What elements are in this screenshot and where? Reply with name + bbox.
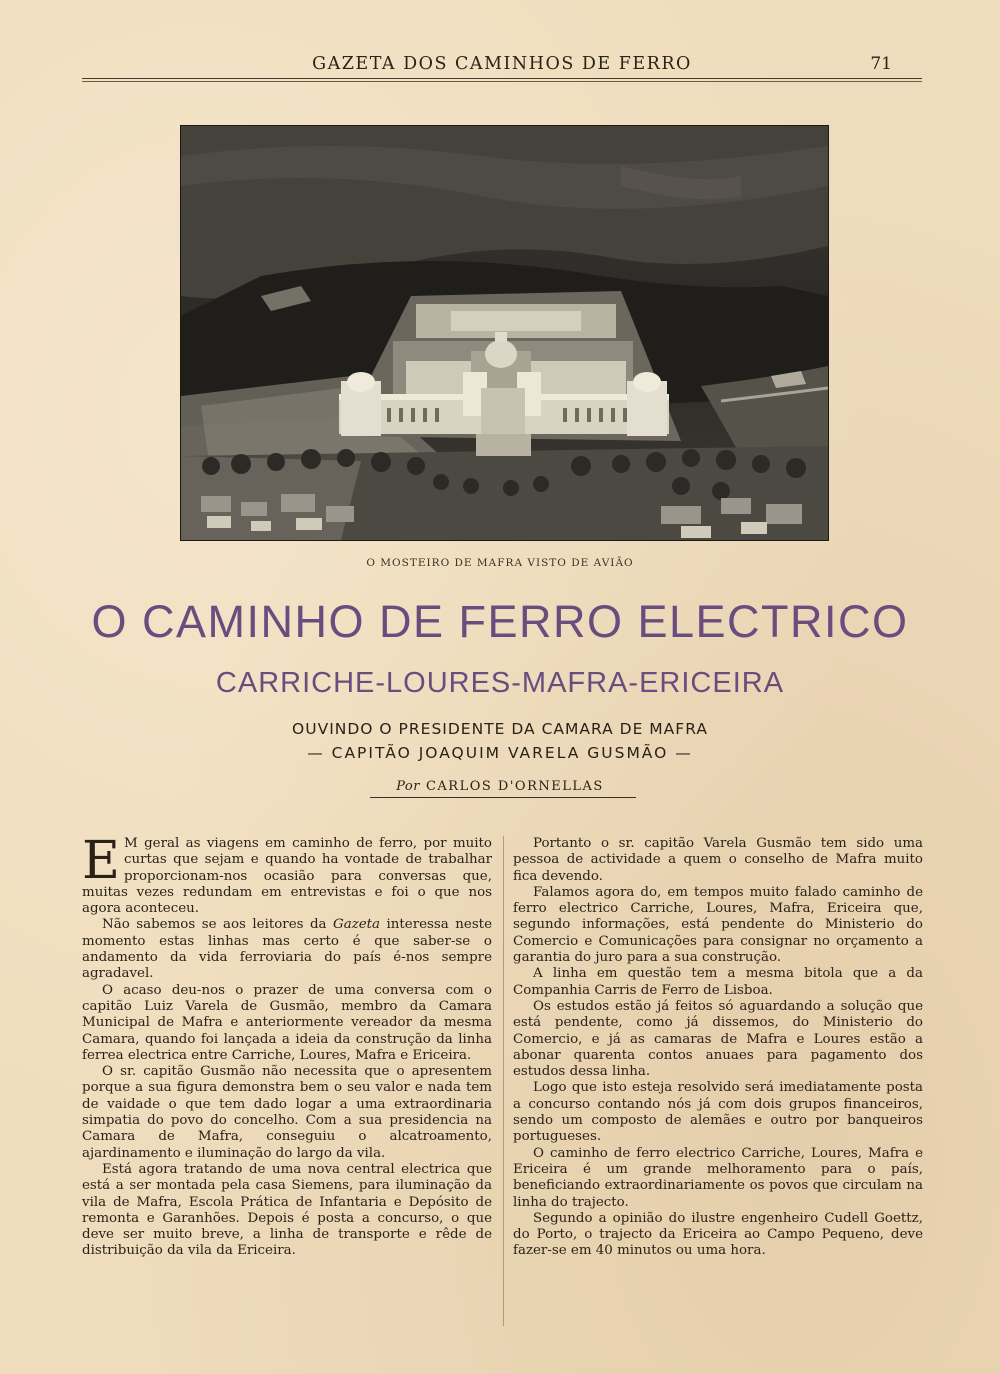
paragraph: O sr. capitão Gusmão não necessita que o apresentem porque a sua figura demonstra bem o seu valor e nada tem de vaidade o que tem dado logar a uma extraordinaria simpatia do povo do concelho. Com a sua presidencia na Camara de Mafra, conseguiu o alcatroamento, ajardinamento e iluminação do largo da vila. (82, 1064, 492, 1161)
paragraph: O caminho de ferro electrico Carriche, Loures, Mafra e Ericeira é um grande melhoramento para o país, beneficiando extraordinariamente os povos que circulam na linha do trajecto. (513, 1145, 923, 1210)
article-deck-line-1: OUVINDO O PRESIDENTE DA CAMARA DE MAFRA (292, 720, 708, 738)
publication-name: Gazeta (333, 917, 381, 933)
byline-prefix: Por (396, 779, 420, 794)
right-column (513, 836, 923, 1260)
paragraph: Portanto o sr. capitão Varela Gusmão tem sido uma pessoa de actividade a quem o conselho de Mafra muito fica devendo. (513, 836, 923, 884)
paragraph-text: Não sabemos se aos leitores da (102, 917, 334, 933)
paragraph-text: M geral as viagens em caminho de ferro, por muito curtas que sejam e quando ha vontade de trabalhar proporcionam-nos ocasião para conversas que, muitas vezes redundam em entrevistas e foi o que nos agora aconteceu. (82, 836, 492, 917)
article-deck-line-2: — CAPITÃO JOAQUIM VARELA GUSMÃO — (307, 744, 693, 762)
paragraph: Está agora tratando de uma nova central electrica que está a ser montada pela casa Siemens, para iluminação da vila de Mafra, Escola Prática de Infantaria e Depósito de remonta e Garanhões. Depois é posta a concurso, o que deve ser muito breve, a linha de transporte e rêde de distribuição da vila da Ericeira. (82, 1161, 492, 1259)
paragraph: Logo que isto esteja resolvido será imediatamente posta a concurso contando nós já com dois grupos financeiros, sendo um composto de alemães e outro por banqueiros portugueses. (513, 1080, 923, 1145)
aerial-photo-mafra-monastery (181, 126, 828, 540)
paragraph: Os estudos estão já feitos só aguardando a solução que está pendente, como já dissemos, do Ministerio do Comercio, e já as camaras de Mafra e Loures estão a abonar quarenta contos anuaes para pagamento dos estudos dessa linha. (513, 998, 923, 1080)
byline-author: CARLOS D'ORNELLAS (425, 779, 604, 794)
magazine-title: GAZETA DOS CAMINHOS DE FERRO (312, 54, 692, 74)
column-divider (503, 836, 504, 1326)
header-rule (82, 78, 922, 79)
photo-caption: O MOSTEIRO DE MAFRA VISTO DE AVIÃO (366, 557, 634, 569)
drop-cap: E (82, 831, 120, 891)
paragraph: A linha em questão tem a mesma bitola que a da Companhia Carris de Ferro de Lisboa. (513, 966, 923, 998)
paragraph (82, 831, 492, 917)
paragraph-text: interessa neste momento estas linhas mas certo é que saber-se o andamento da vida ferroviaria do país é-nos sempre agradavel. (82, 917, 492, 982)
page-number: 71 (870, 54, 892, 74)
paragraph: O acaso deu-nos o prazer de uma conversa com o capitão Luiz Varela de Gusmão, membro da Camara Municipal de Mafra e anteriormente vereador da mesma Camara, quando foi lançada a ideia da construção da linha ferrea electrica entre Carriche, Loures, Mafra e Ericeira. (82, 982, 492, 1063)
article-subtitle: CARRICHE-LOURES-MAFRA-ERICEIRA (215, 667, 785, 699)
article-title: O CAMINHO DE FERRO ELECTRICO (91, 596, 909, 647)
byline-underline (370, 797, 636, 798)
paragraph (82, 917, 492, 982)
paragraph: Falamos agora do, em tempos muito falado caminho de ferro electrico Carriche, Loures, Mafra, Ericeira que, segundo informações, está pendente do Ministerio do Comercio e Comunicações para consignar no orçamento a garantia do juro para a sua construção. (513, 884, 923, 966)
left-column (82, 831, 492, 1260)
byline (0, 779, 1000, 794)
header-rule-secondary (82, 81, 922, 82)
paragraph: Segundo a opinião do ilustre engenheiro Cudell Goettz, do Porto, o trajecto da Ericeira ao Campo Pequeno, deve fazer-se em 40 minutos ou uma hora. (513, 1210, 923, 1259)
